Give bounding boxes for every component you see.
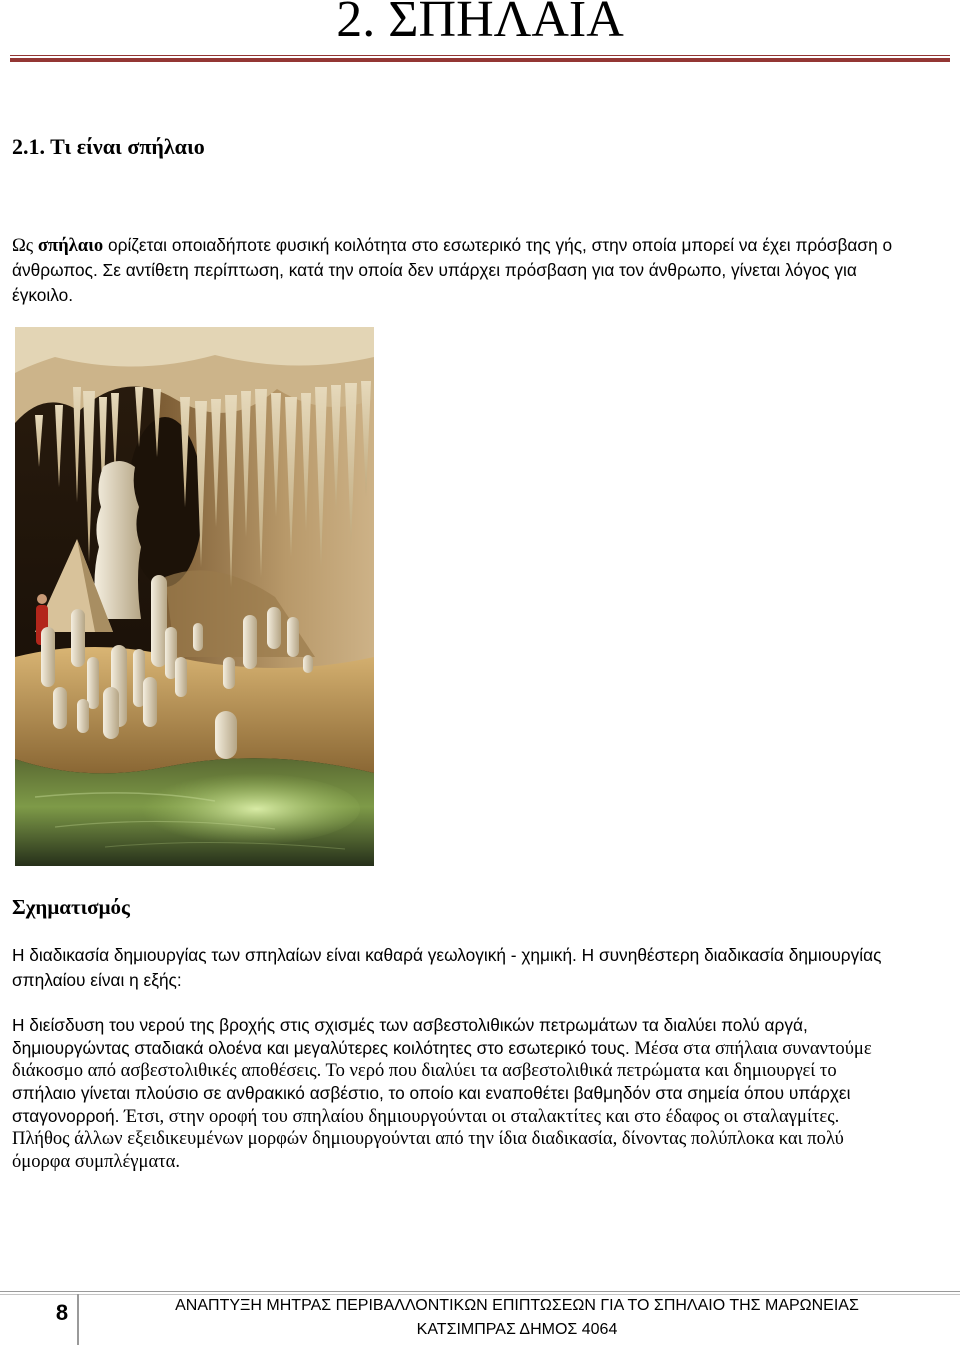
text-line xyxy=(12,233,948,258)
cave-pool xyxy=(15,758,374,866)
text-segment: Έτσι, στην οροφή του σπηλαίου δημιουργούνται οι σταλακτίτες και στο έδαφος οι σταλαγμίτες. xyxy=(119,1105,840,1127)
text-segment: Η διαδικασία δημιουργίας των σπηλαίων είναι καθαρά γεωλογική - χημική. Η συνηθέστερη διαδικασία δημιουργίας xyxy=(12,945,882,965)
subsection-heading: Σχηματισμός xyxy=(12,895,130,919)
bold-term: σπήλαιο xyxy=(37,235,104,256)
text-line xyxy=(12,943,948,968)
text-line xyxy=(12,1037,948,1060)
text-segment: Πλήθος άλλων εξειδικευμένων μορφών δημιουργούνται από την ίδια διαδικασία, δίνοντας πολύπλοκα και πολύ xyxy=(12,1128,844,1150)
text-segment: Ως xyxy=(12,235,38,256)
text-line xyxy=(12,968,948,993)
section-heading: 2.1. Τι είναι σπήλαιο xyxy=(12,134,205,159)
formation-paragraph xyxy=(12,943,948,993)
text-segment: ορίζεται οποιαδήποτε φυσική κοιλότητα στο εσωτερικό της γής, στην οποία μπορεί να έχει πρόσβαση ο xyxy=(103,235,893,255)
footer-author: ΚΑΤΣΙΜΠΡΑΣ ΔΗΜΟΣ 4064 xyxy=(416,1321,618,1338)
text-segment: σταγονορροή. xyxy=(12,1105,120,1126)
text-line xyxy=(12,1059,948,1082)
text-line xyxy=(12,258,948,283)
text-segment: Η διείσδυση του νερού της βροχής στις σχισμές των ασβεστολιθικών πετρωμάτων τα διαλύει πολύ αργά, xyxy=(12,1015,808,1035)
title-rule-thick xyxy=(10,58,950,62)
text-line xyxy=(12,283,948,308)
intro-paragraph xyxy=(12,233,948,308)
text-segment: σπηλαίου είναι η εξής: xyxy=(12,970,182,990)
page-title: 2. ΣΠΗΛΑΙΑ xyxy=(336,0,624,48)
text-segment: σπήλαιο γίνεται πλούσιο σε ανθρακικό ασβέστιο, το οποίο και εναποθέτει βαθμηδόν στα σημεία όπου υπάρχει xyxy=(12,1082,851,1103)
title-rule-thin xyxy=(10,55,950,56)
text-line xyxy=(12,1127,948,1150)
text-line xyxy=(12,1150,948,1173)
text-segment: όμορφα συμπλέγματα. xyxy=(12,1150,181,1172)
text-segment: διάκοσμο από ασβεστολιθικές αποθέσεις. Το νερό που διαλύει τα ασβεστολιθικά πετρώματα και δημιουργεί το xyxy=(12,1060,837,1082)
cave-photo xyxy=(15,327,374,866)
text-segment: άνθρωπος. Σε αντίθετη περίπτωση, κατά την οποία δεν υπάρχει πρόσβαση για τον άνθρωπο, γίνεται λόγος για xyxy=(12,260,857,280)
text-line xyxy=(12,1105,948,1128)
cave-floor xyxy=(15,647,374,773)
page-number: 8 xyxy=(55,1300,69,1325)
text-segment: Μέσα στα σπήλαια συναντούμε xyxy=(629,1037,872,1059)
footer-title: ΑΝΑΠΤΥΞΗ ΜΗΤΡΑΣ ΠΕΡΙΒΑΛΛΟΝΤΙΚΩΝ ΕΠΙΠΤΩΣΕΩΝ ΓΙΑ ΤΟ ΣΠΗΛΑΙΟ ΤΗΣ ΜΑΡΩΝΕΙΑΣ xyxy=(175,1297,859,1314)
text-line xyxy=(12,1014,948,1037)
process-paragraph xyxy=(12,1014,948,1173)
footer-rule xyxy=(0,1291,960,1292)
text-line xyxy=(12,1082,948,1105)
text-segment: έγκοιλο. xyxy=(12,285,74,305)
text-segment: δημιουργώντας σταδιακά ολοένα και μεγαλύτερες κοιλότητες στο εσωτερικό τους. xyxy=(12,1037,630,1058)
